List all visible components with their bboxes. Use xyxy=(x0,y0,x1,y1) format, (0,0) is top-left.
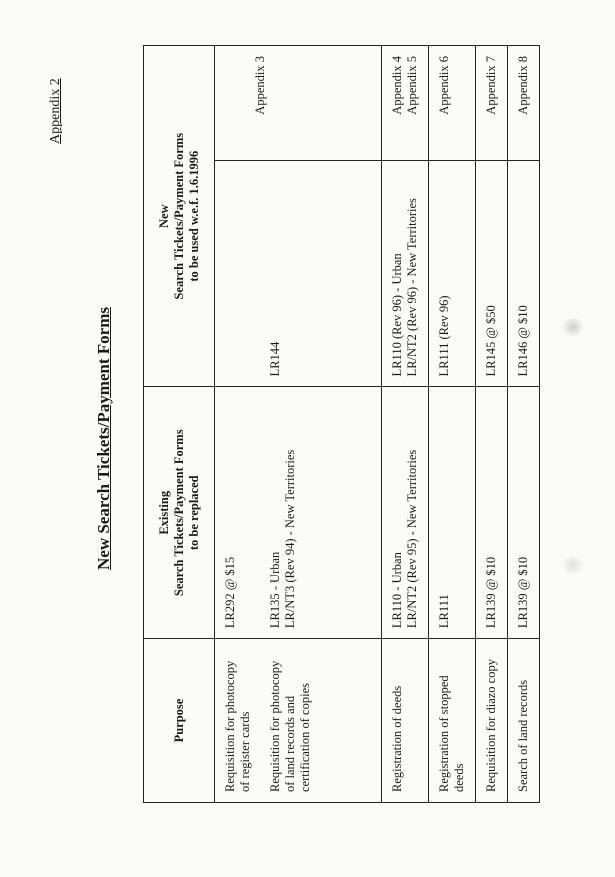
existing-cell xyxy=(508,387,540,639)
scan-smudge xyxy=(560,556,586,574)
new-form-cell xyxy=(476,161,508,387)
appendix-ref: Appendix 4 xyxy=(390,56,404,115)
table-row xyxy=(476,46,508,803)
new-form: LR/NT2 (Rev 96) - New Territories xyxy=(405,198,419,377)
new-form: LR110 (Rev 96) - Urban xyxy=(390,253,404,377)
header-new-line: New xyxy=(156,204,171,229)
header-new xyxy=(144,46,215,387)
new-form: LR146 @ $10 xyxy=(516,305,530,377)
new-form-cell xyxy=(382,161,429,387)
existing-cell xyxy=(215,387,382,639)
appendix-cell xyxy=(508,46,540,161)
header-existing-line: Search Tickets/Payment Forms xyxy=(171,429,186,597)
header-existing-line: Existing xyxy=(156,490,171,535)
table-row xyxy=(508,46,540,803)
forms-table xyxy=(143,45,540,803)
appendix-ref: Appendix 8 xyxy=(516,56,530,115)
purpose-cell: Search of land records xyxy=(508,639,540,803)
existing-form: LR111 xyxy=(437,594,451,629)
appendix-cell xyxy=(476,46,508,161)
header-existing-line: to be replaced xyxy=(186,475,201,551)
new-form: LR111 (Rev 96) xyxy=(437,295,451,377)
header-purpose: Purpose xyxy=(144,639,215,803)
appendix-ref: Appendix 7 xyxy=(484,56,498,115)
table-row xyxy=(429,46,476,803)
header-new-line: Search Tickets/Payment Forms xyxy=(171,132,186,300)
existing-form: LR110 - Urban xyxy=(390,552,404,629)
table-row xyxy=(382,46,429,803)
appendix-cell xyxy=(215,46,382,161)
table-row xyxy=(215,46,382,803)
appendix-label: Appendix 2 xyxy=(48,78,63,144)
purpose-cell: Requisition for diazo copy xyxy=(476,639,508,803)
appendix-cell xyxy=(382,46,429,161)
header-new-line: to be used w.e.f. 1.6.1996 xyxy=(186,150,201,282)
header-existing xyxy=(144,387,215,639)
appendix-ref: Appendix 3 xyxy=(253,56,267,115)
existing-form: LR139 @ $10 xyxy=(484,556,498,629)
new-form-cell xyxy=(215,161,382,387)
purpose-cell: Registration of stopped deeds xyxy=(429,639,476,803)
existing-form: LR/NT2 (Rev 95) - New Territories xyxy=(405,449,419,629)
new-form-cell xyxy=(429,161,476,387)
purpose-cell: Registration of deeds xyxy=(382,639,429,803)
existing-form: LR135 - Urban xyxy=(268,551,282,629)
purpose-text: Requisition for photocopy of register cards xyxy=(223,660,252,792)
new-form: LR144 xyxy=(268,341,282,377)
existing-form: LR292 @ $15 xyxy=(223,556,237,629)
appendix-ref: Appendix 6 xyxy=(437,56,451,115)
appendix-ref: Appendix 5 xyxy=(405,56,419,115)
existing-cell xyxy=(429,387,476,639)
existing-form: LR/NT3 (Rev 94) - New Territories xyxy=(283,449,297,629)
scan-smudge xyxy=(560,318,586,336)
purpose-cell xyxy=(215,639,382,803)
document-title: New Search Tickets/Payment Forms xyxy=(94,307,113,570)
new-form: LR145 @ $50 xyxy=(484,305,498,377)
appendix-cell xyxy=(429,46,476,161)
table-header-row xyxy=(144,46,215,803)
existing-form: LR139 @ $10 xyxy=(516,556,530,629)
new-form-cell xyxy=(508,161,540,387)
purpose-text: Requisition for photocopy of land records and certification of copies xyxy=(268,660,312,792)
existing-cell xyxy=(476,387,508,639)
existing-cell xyxy=(382,387,429,639)
